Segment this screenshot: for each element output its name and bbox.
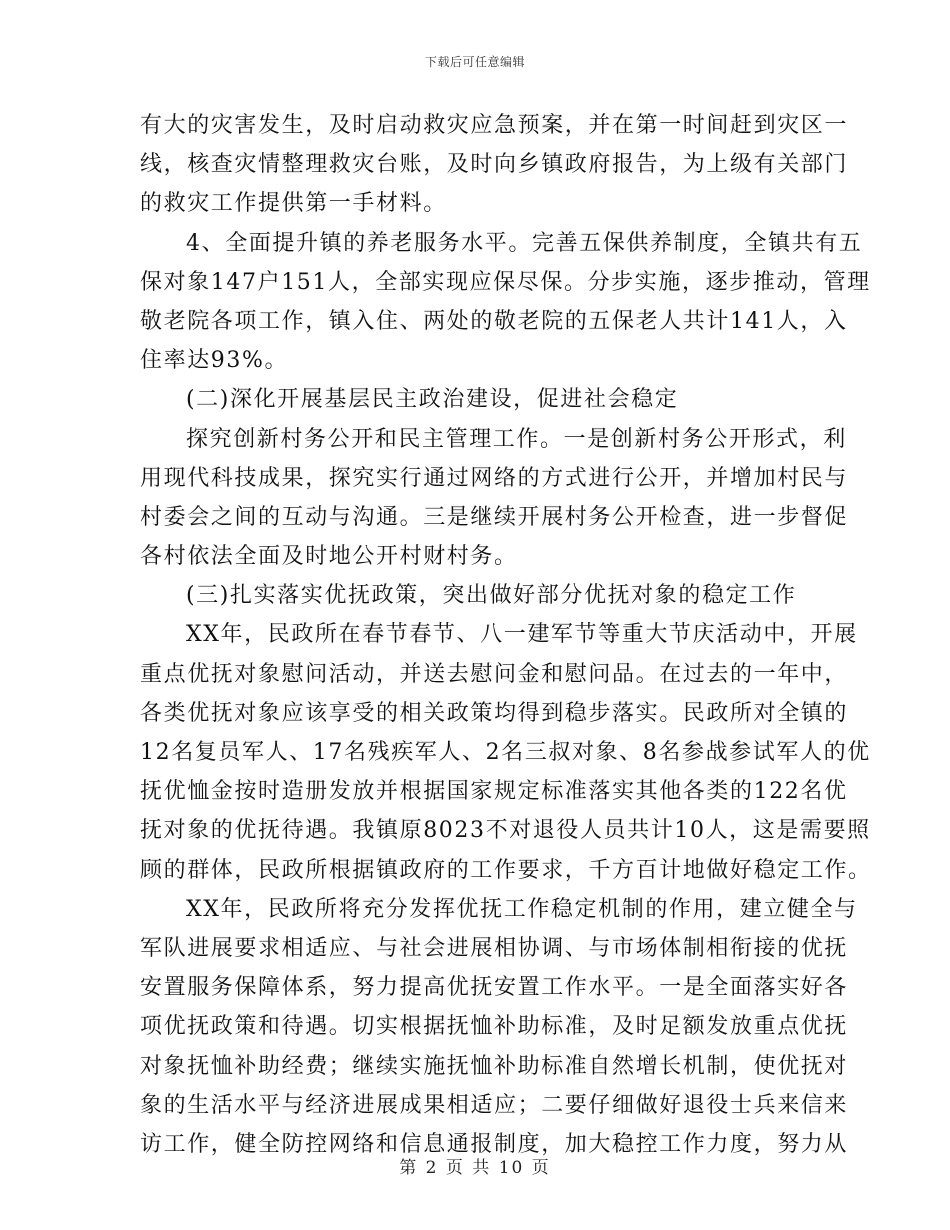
- text-line: 保对象147户151人，全部实现应保尽保。分步实施，逐步推动，管理: [140, 269, 871, 295]
- text-line: 住率达93%。: [140, 348, 289, 374]
- text-line: 重点优抚对象慰问活动，并送去慰问金和慰问品。在过去的一年中，: [140, 661, 849, 687]
- text-line: 用现代科技成果，探究实行通过网络的方式进行公开，并增加村民与: [140, 465, 849, 491]
- text-line: 访工作，健全防控网络和信息通报制度，加大稳控工作力度，努力从: [140, 1131, 849, 1157]
- text-line: 对象抚恤补助经费；继续实施抚恤补助标准自然增长机制，使优抚对: [140, 1053, 849, 1079]
- text-line: 探究创新村务公开和民主管理工作。一是创新村务公开形式，利: [186, 426, 847, 452]
- page-footer: 第 2 页 共 10 页: [399, 1158, 551, 1178]
- text-line: 4、全面提升镇的养老服务水平。完善五保供养制度，全镇共有五: [186, 230, 863, 256]
- text-line: 12名复员军人、17名残疾军人、2名三叔对象、8名参战参试军人的优: [140, 740, 871, 765]
- section-heading: (三)扎实落实优抚政策，突出做好部分优抚对象的稳定工作: [186, 583, 797, 609]
- text-line: 的救灾工作提供第一手材料。: [140, 191, 447, 217]
- text-line: 项优抚政策和待遇。切实根据抚恤补助标准，及时足额发放重点优抚: [140, 1014, 849, 1040]
- text-line: 象的生活水平与经济进展成果相适应；二要仔细做好退役士兵来信来: [140, 1092, 849, 1118]
- text-line: 军队进展要求相适应、与社会进展相协调、与市场体制相衔接的优抚: [140, 935, 849, 961]
- text-line: 有大的灾害发生，及时启动救灾应急预案，并在第一时间赶到灾区一: [140, 113, 849, 138]
- page-header: 下载后可任意编辑: [424, 55, 525, 69]
- text-line: 抚优恤金按时造册发放并根据国家规定标准落实其他各类的122名优: [140, 779, 848, 805]
- text-line: 各村依法全面及时地公开村财村务。: [140, 544, 518, 570]
- document-body: [140, 106, 872, 1164]
- text-line: 线，核查灾情整理救灾台账，及时向乡镇政府报告，为上级有关部门: [140, 152, 849, 178]
- text-line: 抚对象的优抚待遇。我镇原8023不对退役人员共计10人，这是需要照: [140, 818, 871, 844]
- text-line: 村委会之间的互动与沟通。三是继续开展村务公开检查，进一步督促: [140, 504, 849, 530]
- text-line: 各类优抚对象应该享受的相关政策均得到稳步落实。民政所对全镇的: [140, 700, 849, 726]
- text-line: 顾的群体，民政所根据镇政府的工作要求，千方百计地做好稳定工作。: [140, 857, 872, 883]
- text-line: 敬老院各项工作，镇入住、两处的敬老院的五保老人共计141人，入: [140, 308, 848, 334]
- text-line: XX年，民政所将充分发挥优抚工作稳定机制的作用，建立健全与: [186, 896, 858, 922]
- section-heading: (二)深化开展基层民主政治建设，促进社会稳定: [186, 387, 679, 413]
- text-line: 安置服务保障体系，努力提高优抚安置工作水平。一是全面落实好各: [140, 975, 849, 1001]
- text-line: XX年，民政所在春节春节、八一建军节等重大节庆活动中，开展: [186, 622, 858, 648]
